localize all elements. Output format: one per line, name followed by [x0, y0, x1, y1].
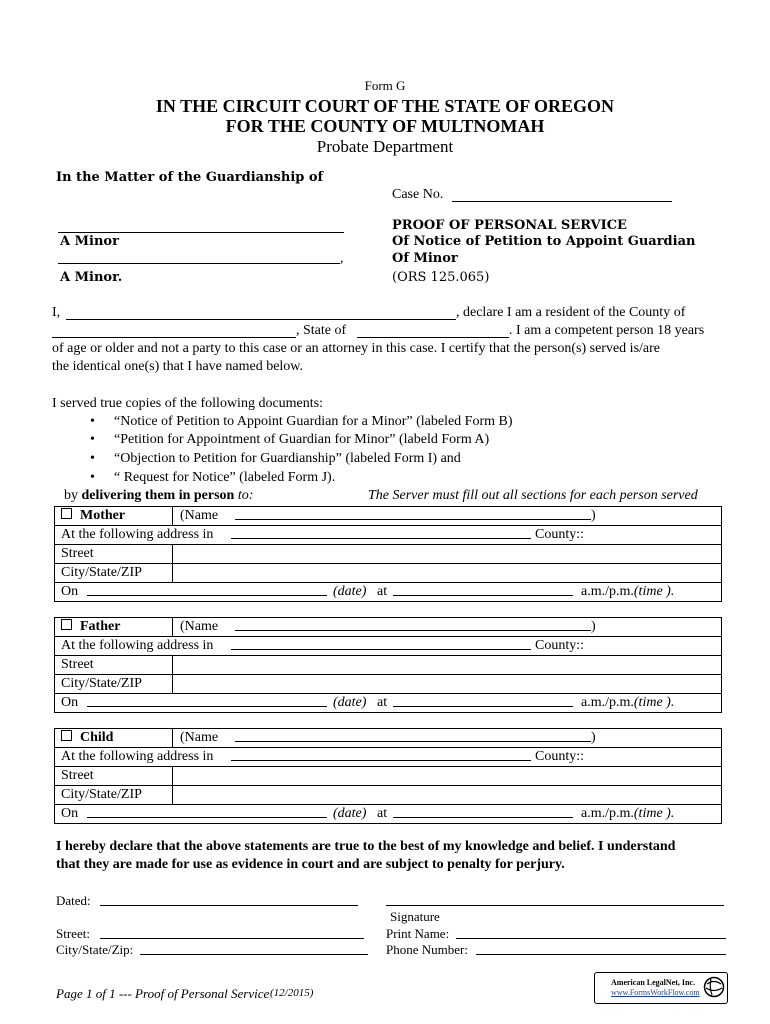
footer-revision: (12/2015)	[270, 987, 314, 999]
time-label: a.m./p.m.(time ).	[581, 584, 675, 599]
party-name-row	[55, 618, 721, 637]
decl-line4: the identical one(s) that I have named below.	[52, 359, 303, 374]
street-field[interactable]	[175, 656, 715, 674]
document-subtitle-2: Of Minor	[392, 251, 458, 266]
publisher-logo	[594, 972, 728, 1004]
address-label: At the following address in	[61, 527, 214, 542]
on-label: On	[61, 695, 79, 710]
at-label: at	[377, 584, 388, 599]
footer-page: Page 1 of 1 --- Proof of Personal Service	[56, 986, 270, 1001]
globe-icon	[703, 976, 725, 998]
street-field[interactable]	[100, 938, 364, 939]
party-address-row	[55, 637, 721, 656]
served-intro: I served true copies of the following documents:	[52, 396, 323, 411]
document-title: PROOF OF PERSONAL SERVICE	[392, 218, 627, 233]
divider	[172, 618, 173, 636]
name-field[interactable]	[235, 729, 591, 747]
minor-label-2: A Minor.	[60, 270, 123, 285]
time-field[interactable]	[393, 583, 573, 601]
attestation-line-2: that they are made for use as evidence in court and are subject to penalty for perjury.	[56, 857, 565, 872]
county-label: County::	[535, 749, 585, 764]
decl-line2-text: . I am a competent person 18 years	[509, 323, 705, 338]
phone-label: Phone Number:	[386, 942, 468, 957]
divider	[172, 786, 173, 804]
date-label: (date)	[333, 695, 367, 710]
dated-field[interactable]	[100, 905, 358, 906]
street-label: Street	[61, 546, 94, 561]
address-county-field[interactable]	[231, 748, 531, 766]
party-box-child	[54, 728, 722, 824]
document-subtitle-1: Of Notice of Petition to Appoint Guardian	[392, 234, 696, 249]
at-label: at	[377, 806, 388, 821]
attestation-line-1: I hereby declare that the above statements are true to the best of my knowledge and belief. I understand	[56, 839, 676, 854]
delivery-line	[64, 488, 253, 504]
date-field[interactable]	[87, 805, 327, 823]
city-state-zip-field[interactable]	[140, 954, 368, 955]
decl-line1-text: , declare I am a resident of the County of	[456, 305, 686, 320]
party-name-row	[55, 507, 721, 526]
divider	[172, 564, 173, 582]
party-street-row	[55, 545, 721, 564]
party-address-row	[55, 748, 721, 767]
party-csz-row	[55, 675, 721, 694]
street-label: Street:	[56, 926, 90, 941]
publisher-website[interactable]: www.FormsWorkFlow.com	[611, 988, 700, 997]
time-field[interactable]	[393, 694, 573, 712]
dated-label: Dated:	[56, 893, 91, 908]
document-item: “ Request for Notice” (labeled Form J).	[114, 470, 336, 485]
at-label: at	[377, 695, 388, 710]
close-paren: )	[591, 730, 596, 745]
date-field[interactable]	[87, 694, 327, 712]
party-csz-row	[55, 786, 721, 805]
party-date-row	[55, 805, 721, 823]
party-role-father[interactable]: Father	[61, 618, 120, 636]
csz-label: City/State/ZIP	[61, 565, 142, 580]
csz-label: City/State/ZIP	[61, 787, 142, 802]
party-address-row	[55, 526, 721, 545]
name-label: (Name	[180, 619, 219, 634]
address-label: At the following address in	[61, 638, 214, 653]
name-label: (Name	[180, 508, 219, 523]
print-name-label: Print Name:	[386, 926, 450, 941]
time-label: a.m./p.m.(time ).	[581, 806, 675, 821]
csz-label: City/State/ZIP	[61, 676, 142, 691]
party-box-father	[54, 617, 722, 713]
publisher-name: American LegalNet, Inc.	[611, 978, 695, 987]
party-date-row	[55, 694, 721, 712]
bullet: •	[90, 414, 95, 429]
name-label: (Name	[180, 730, 219, 745]
checkbox-icon[interactable]	[61, 730, 72, 741]
party-csz-row	[55, 564, 721, 583]
checkbox-icon[interactable]	[61, 508, 72, 519]
form-id: Form G	[364, 78, 406, 93]
minor-name-field-1[interactable]	[58, 232, 344, 233]
csz-field[interactable]	[175, 786, 715, 804]
date-label: (date)	[333, 584, 367, 599]
decl-line3: of age or older and not a party to this case or an attorney in this case. I certify that the person(s) served is/are	[52, 341, 661, 356]
party-date-row	[55, 583, 721, 601]
decl-i: I,	[52, 305, 61, 320]
phone-field[interactable]	[476, 954, 726, 955]
csz-field[interactable]	[175, 675, 715, 693]
divider	[172, 675, 173, 693]
to-word: to:	[237, 488, 254, 503]
county-label: County::	[535, 527, 585, 542]
date-label: (date)	[333, 806, 367, 821]
divider	[172, 729, 173, 747]
minor-name-field-2[interactable]	[58, 263, 340, 264]
county-label: County::	[535, 638, 585, 653]
divider	[172, 767, 173, 785]
party-street-row	[55, 656, 721, 675]
declarant-name-field[interactable]	[66, 319, 456, 320]
document-item: “Notice of Petition to Appoint Guardian for a Minor” (labeled Form B)	[114, 414, 513, 429]
party-box-mother	[54, 506, 722, 602]
city-state-zip-label: City/State/Zip:	[56, 942, 134, 957]
bullet: •	[90, 432, 95, 447]
time-field[interactable]	[393, 805, 573, 823]
party-role-child[interactable]: Child	[61, 729, 113, 747]
divider	[172, 507, 173, 525]
bullet: •	[90, 470, 95, 485]
court-line-1: IN THE CIRCUIT COURT OF THE STATE OF OREGON	[155, 96, 615, 116]
statute: (ORS 125.065)	[392, 270, 490, 285]
close-paren: )	[591, 619, 596, 634]
street-label: Street	[61, 657, 94, 672]
party-street-row	[55, 767, 721, 786]
street-field[interactable]	[175, 767, 715, 785]
document-item: “Petition for Appointment of Guardian for Minor” (labeld Form A)	[114, 432, 490, 447]
address-county-field[interactable]	[231, 526, 531, 544]
delivering-text: delivering them in person	[81, 488, 235, 503]
on-label: On	[61, 584, 79, 599]
divider	[172, 656, 173, 674]
by-word: by	[64, 488, 78, 503]
department: Probate Department	[316, 137, 454, 156]
party-role-mother[interactable]: Mother	[61, 507, 125, 525]
on-label: On	[61, 806, 79, 821]
comma: ,	[340, 251, 344, 266]
state-field[interactable]	[357, 337, 509, 338]
address-label: At the following address in	[61, 749, 214, 764]
county-field[interactable]	[52, 337, 296, 338]
close-paren: )	[591, 508, 596, 523]
checkbox-icon[interactable]	[61, 619, 72, 630]
print-name-field[interactable]	[456, 938, 726, 939]
divider	[172, 545, 173, 563]
minor-label-1: A Minor	[60, 234, 119, 249]
address-county-field[interactable]	[231, 637, 531, 655]
matter-label: In the Matter of the Guardianship of	[56, 170, 324, 185]
street-field[interactable]	[175, 545, 715, 563]
court-line-2: FOR THE COUNTY OF MULTNOMAH	[225, 116, 545, 136]
csz-field[interactable]	[175, 564, 715, 582]
street-label: Street	[61, 768, 94, 783]
signature-label: Signature	[390, 909, 440, 924]
party-name-row	[55, 729, 721, 748]
document-item: “Objection to Petition for Guardianship” (labeled Form I) and	[114, 451, 461, 466]
case-no-label: Case No.	[392, 187, 444, 202]
signature-field[interactable]	[386, 905, 724, 906]
date-field[interactable]	[87, 583, 327, 601]
server-note: The Server must fill out all sections for each person served	[368, 488, 698, 503]
decl-state-of: , State of	[296, 323, 347, 338]
case-no-field[interactable]	[452, 201, 672, 202]
name-field[interactable]	[235, 618, 591, 636]
bullet: •	[90, 451, 95, 466]
time-label: a.m./p.m.(time ).	[581, 695, 675, 710]
name-field[interactable]	[235, 507, 591, 525]
